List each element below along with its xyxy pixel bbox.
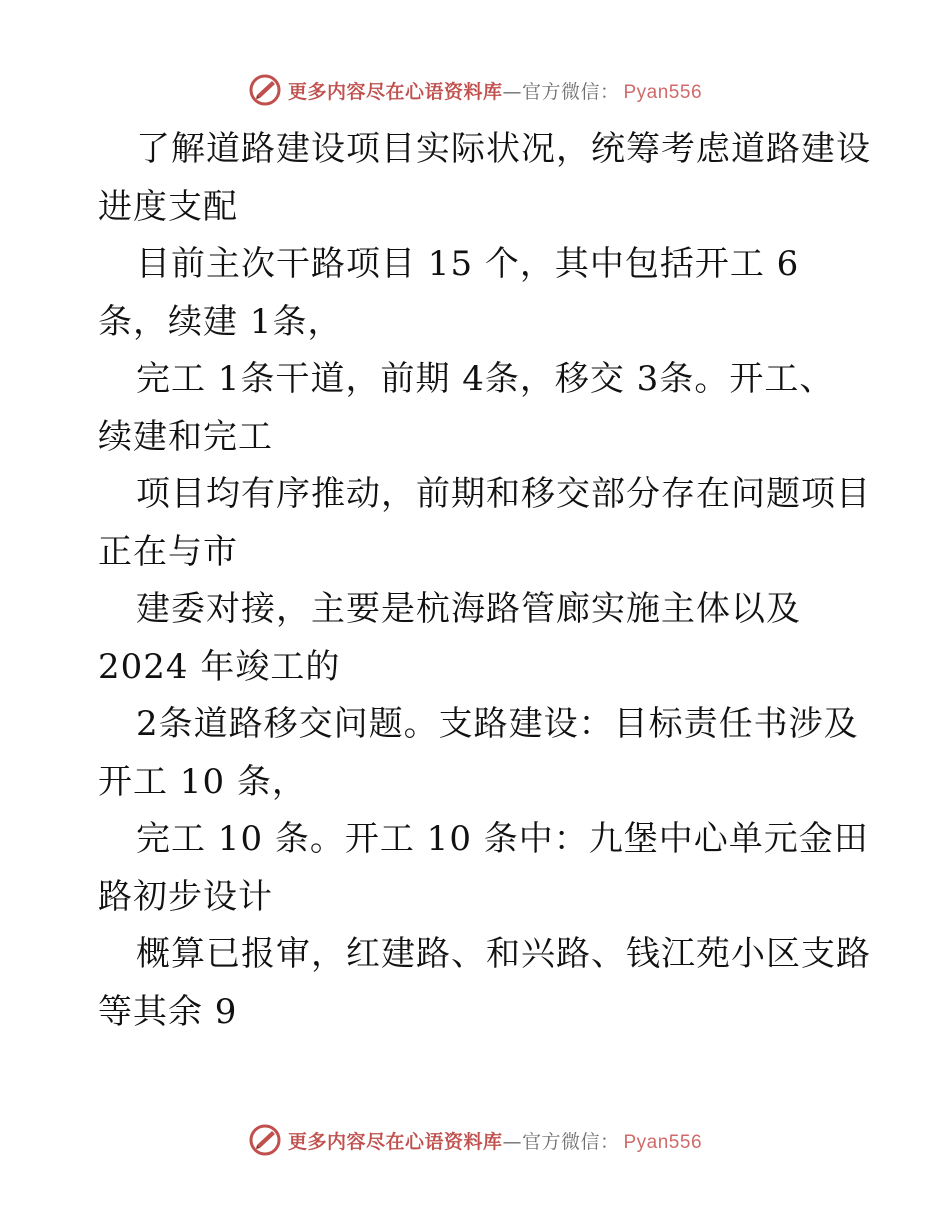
banner-text [288,77,702,104]
paragraph-line: 等其余 9 [98,991,238,1032]
banner-wechat-label: 官方微信： [521,80,620,103]
banner-separator: — [502,1130,522,1153]
paragraph-line: 项目均有序推动，前期和移交部分存在问题项目 [136,474,871,514]
paragraph-line: 条，续建 1条， [98,301,343,342]
banner-wechat-id: Pyan556 [623,1131,703,1153]
paragraph-line: 2024 年竣工的 [98,646,341,687]
paragraph-line: 完工 10 条。开工 10 条中：九堡中心单元金田 [136,819,869,859]
banner-wechat-id: Pyan556 [623,81,703,103]
paragraph-line: 路初步设计 [98,876,273,917]
banner-site-name: 更多内容尽在心语资料库 [287,1130,503,1153]
footer-banner [0,1120,950,1160]
paragraph-line: 完工 1条干道，前期 4条，移交 3条。开工、 [136,359,835,399]
paragraph-line: 进度支配 [98,186,238,227]
paragraph-line: 开工 10 条， [98,761,307,802]
paragraph-line: 正在与市 [98,531,238,572]
paragraph-line: 概算已报审，红建路、和兴路、钱江苑小区支路 [136,934,871,974]
banner-site-name: 更多内容尽在心语资料库 [287,80,503,103]
document-body [98,121,871,1041]
paragraph-line: 续建和完工 [98,416,273,457]
paragraph-line: 目前主次干路项目 15 个，其中包括开工 6 [136,244,800,284]
paragraph-line: 建委对接，主要是杭海路管廊实施主体以及 [136,589,801,629]
banner-separator: — [502,80,522,103]
logo-icon [248,1123,282,1157]
logo-icon [248,73,282,107]
banner-text [288,1127,702,1154]
header-banner [0,70,950,110]
banner-wechat-label: 官方微信： [521,1130,620,1153]
paragraph-line: 2条道路移交问题。支路建设：目标责任书涉及 [136,704,859,744]
paragraph-line: 了解道路建设项目实际状况，统筹考虑道路建设 [136,129,871,169]
